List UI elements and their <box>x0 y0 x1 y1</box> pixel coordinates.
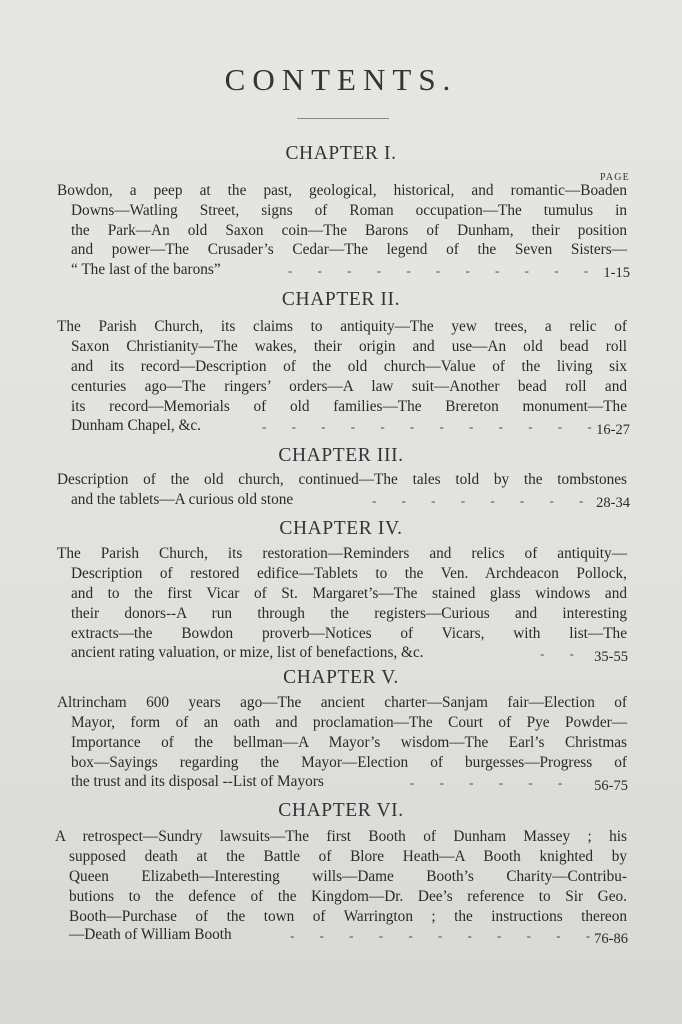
chapter-1-line-3: the Park—An old Saxon coin—The Barons of Dunham, their position <box>71 222 627 239</box>
chapter-1-line-1: Bowdon, a peep at the past, geological, historical, and romantic—Boaden <box>57 182 627 199</box>
chapter-6-line-1: A retrospect—Sundry lawsuits—The first Booth of Dunham Massey ; his <box>55 828 627 845</box>
chapter-2-line-6: Dunham Chapel, &c. <box>71 417 201 434</box>
chapter-2-heading: CHAPTER II. <box>281 289 401 310</box>
chapter-4-leader-dots: - - <box>540 646 585 661</box>
chapter-5-heading: CHAPTER V. <box>283 667 399 688</box>
chapter-6-line-3: Queen Elizabeth—Interesting wills—Dame Booth’s Charity—Contribu- <box>69 868 627 885</box>
chapter-1-line-5: “ The last of the barons” <box>71 261 221 278</box>
chapter-3-leader-dots: - - - - - - - - <box>372 493 595 508</box>
chapter-4-line-6: ancient rating valuation, or mize, list of benefactions, &c. <box>71 644 424 661</box>
chapter-3-heading: CHAPTER III. <box>278 445 404 466</box>
chapter-6-line-2: supposed death at the Battle of Blore Heath—A Booth knighted by <box>69 848 627 865</box>
chapter-6-heading: CHAPTER VI. <box>278 800 404 821</box>
chapter-2-leader-dots: - - - - - - - - - - - - <box>262 419 603 434</box>
chapter-4-line-5: extracts—the Bowdon proverb—Notices of Vicars, with list—The <box>71 625 627 642</box>
chapter-6-line-6: —Death of William Booth <box>69 926 232 943</box>
chapter-3-pages: 28-34 <box>596 495 630 511</box>
chapter-4-line-2: Description of restored edifice—Tablets to the Ven. Archdeacon Pollock, <box>71 565 627 582</box>
chapter-6-leader-dots: - - - - - - - - - - - <box>290 928 602 943</box>
chapter-6-line-5: Booth—Purchase of the town of Warrington ; the instructions thereon <box>69 908 627 925</box>
page-column-label: PAGE <box>600 172 630 183</box>
title-rule <box>297 118 389 119</box>
chapter-6-line-4: butions to the defence of the Kingdom—Dr. Dee’s reference to Sir Geo. <box>69 888 627 905</box>
chapter-1-line-4: and power—The Crusader’s Cedar—The legend of the Seven Sisters— <box>71 241 627 258</box>
chapter-4-pages: 35-55 <box>594 649 628 665</box>
chapter-2-line-5: its record—Memorials of old families—The Brereton monument—The <box>71 398 627 415</box>
chapter-4-line-3: and to the first Vicar of St. Margaret’s—The stained glass windows and <box>71 585 627 602</box>
chapter-6-pages: 76-86 <box>594 931 628 947</box>
chapter-3-line-1: Description of the old church, continued—The tales told by the tombstones <box>57 471 627 488</box>
chapter-1-line-2: Downs—Watling Street, signs of Roman occupation—The tumulus in <box>71 202 627 219</box>
chapter-2-line-1: The Parish Church, its claims to antiquity—The yew trees, a relic of <box>57 318 627 335</box>
chapter-1-heading: CHAPTER I. <box>285 143 397 164</box>
chapter-2-line-2: Saxon Christianity—The wakes, their origin and use—An old bead roll <box>71 338 627 355</box>
chapter-5-line-5: the trust and its disposal --List of Mayors <box>71 773 324 790</box>
chapter-2-pages: 16-27 <box>596 422 630 438</box>
chapter-2-line-3: and its record—Description of the old church—Value of the living six <box>71 358 627 375</box>
chapter-1-leader-dots: - - - - - - - - - - - <box>288 263 600 278</box>
chapter-5-line-1: Altrincham 600 years ago—The ancient charter—Sanjam fair—Election of <box>57 694 627 711</box>
contents-title: CONTENTS. <box>224 62 458 97</box>
chapter-2-line-4: centuries ago—The ringers’ orders—A law suit—Another bead roll and <box>71 378 627 395</box>
chapter-4-line-4: their donors--A run through the registers—Curious and interesting <box>71 605 627 622</box>
chapter-5-line-4: box—Sayings regarding the Mayor—Election of burgesses—Progress of <box>71 754 627 771</box>
chapter-5-pages: 56-75 <box>594 778 628 794</box>
chapter-4-line-1: The Parish Church, its restoration—Reminders and relics of antiquity— <box>57 545 627 562</box>
chapter-1-pages: 1-15 <box>603 265 630 281</box>
chapter-5-line-3: Importance of the bellman—A Mayor’s wisdom—The Earl’s Christmas <box>71 734 627 751</box>
chapter-5-line-2: Mayor, form of an oath and proclamation—The Court of Pye Powder— <box>71 714 627 731</box>
chapter-5-leader-dots: - - - - - - <box>410 775 574 790</box>
chapter-4-heading: CHAPTER IV. <box>279 518 403 539</box>
chapter-3-line-2: and the tablets—A curious old stone <box>71 491 294 508</box>
